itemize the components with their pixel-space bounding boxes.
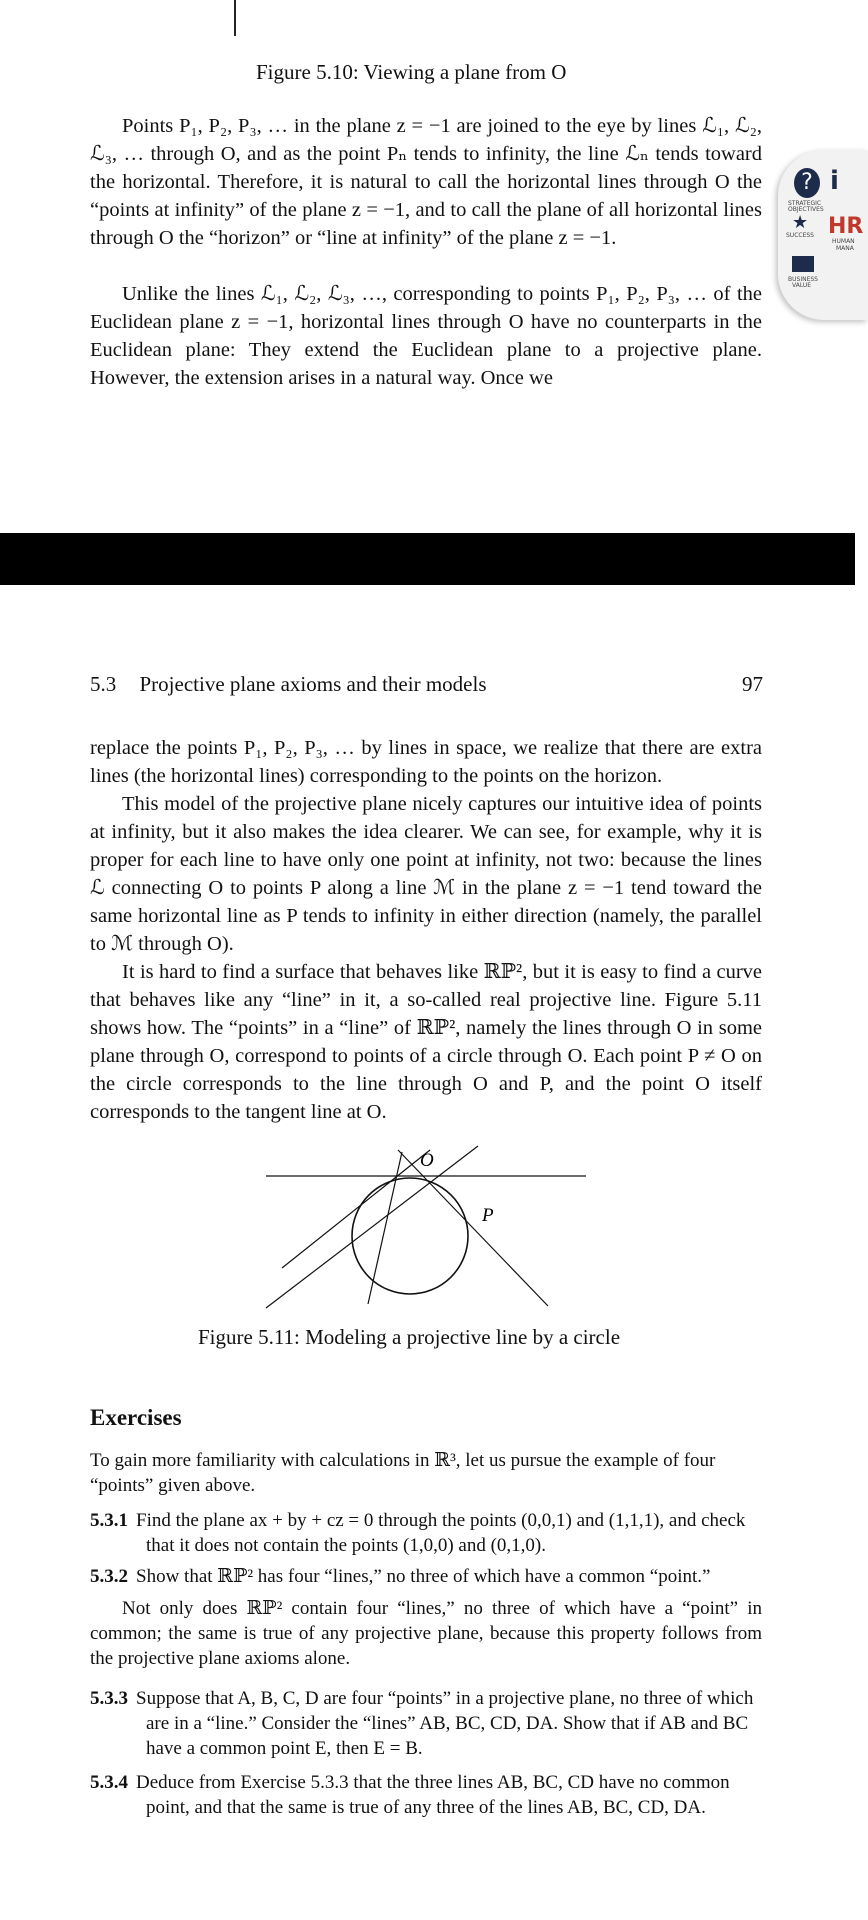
thumb-label: SUCCESS <box>786 232 814 239</box>
exercise-note <box>90 1596 762 1671</box>
label-p: P <box>482 1205 494 1226</box>
thumb-label: STRATEGIC <box>788 200 822 207</box>
bottom-paragraph-1: replace the points P₁, P₂, P₃, … by lines in space, we realize that there are extra lines (the horizontal lines) corresponding to the points on the horizon. <box>90 737 762 787</box>
thumb-label: OBJECTIVES <box>788 206 824 213</box>
thumb-label: VALUE <box>792 282 812 289</box>
top-paragraph-1: Points P₁, P₂, P₃, … in the plane z = −1 are joined to the eye by lines ℒ₁, ℒ₂, ℒ₃, … through O, and as the point Pₙ tends to infinity, the line ℒₙ tends toward the horizontal. Therefore, it is natural to call the horizontal lines through O the “points at infinity” of the plane z = −1, and to call the plane of all horizontal lines through O the “horizon” or “line at infinity” of the plane z = −1. <box>90 115 762 249</box>
running-header <box>90 672 487 697</box>
section-title: Projective plane axioms and their models <box>139 672 487 696</box>
exercise-item <box>90 1564 762 1589</box>
exercise-number: 5.3.2 <box>90 1566 128 1587</box>
exercise-text: Suppose that A, B, C, D are four “points” in a projective plane, no three of which are in a “line.” Consider the “lines” AB, BC, CD, DA. Show that if AB and BC have a common point E, then E = B. <box>136 1688 754 1759</box>
info-icon: i <box>830 166 839 196</box>
section-number: 5.3 <box>90 672 117 696</box>
line-steep <box>282 1150 430 1268</box>
thumb-label: BUSINESS <box>788 276 818 283</box>
exercise-number: 5.3.3 <box>90 1688 128 1709</box>
exercise-text: Find the plane ax + by + cz = 0 through the points (0,0,1) and (1,1,1), and check that it does not contain the points (1,0,0) and (0,1,0). <box>136 1510 746 1556</box>
sidebar-thumbnail[interactable] <box>778 150 868 320</box>
exercise-item <box>90 1686 762 1761</box>
star-icon: ★ <box>792 212 809 232</box>
exercises-intro: To gain more familiarity with calculations in ℝ³, let us pursue the example of four “points” given above. <box>90 1450 716 1496</box>
exercise-note-text: Not only does ℝℙ² contain four “lines,” no three of which have a “point” in common; the same is true of any projective plane, because this property follows from the projective plane axioms alone. <box>90 1598 762 1669</box>
line-left <box>368 1152 402 1304</box>
exercise-text: Deduce from Exercise 5.3.3 that the three lines AB, BC, CD have no common point, and that the same is true of any three of the lines AB, BC, CD, DA. <box>136 1772 730 1818</box>
chart-icon <box>792 256 814 272</box>
exercise-item <box>90 1770 762 1820</box>
bottom-paragraph-2: This model of the projective plane nicely captures our intuitive idea of points at infinity, but it also makes the idea clearer. We can see, for example, why it is proper for each line to have only one point at infinity, not two: because the lines ℒ connecting O to points P along a line ℳ in the plane z = −1 tend toward the same horizontal line as P tends to infinity in either direction (namely, the parallel to ℳ through O). <box>90 793 762 955</box>
label-o: O <box>420 1150 434 1171</box>
thumb-label: HUMAN <box>832 238 855 245</box>
exercise-number: 5.3.4 <box>90 1772 128 1793</box>
figure-5-10-caption: Figure 5.10: Viewing a plane from O <box>256 60 567 84</box>
exercises-heading: Exercises <box>90 1405 182 1430</box>
page-edge-mark <box>234 0 236 36</box>
line-through-p <box>398 1150 548 1306</box>
question-icon: ? <box>794 168 820 198</box>
top-page <box>0 0 864 533</box>
top-paragraph-2: Unlike the lines ℒ₁, ℒ₂, ℒ₃, …, corresponding to points P₁, P₂, P₃, … of the Euclidean plane z = −1, horizontal lines through O have no counterparts in the Euclidean plane: They extend the Euclidean plane to a projective plane. However, the extension arises in a natural way. Once we <box>90 283 762 389</box>
page-number: 97 <box>742 672 763 696</box>
exercise-text: Show that ℝℙ² has four “lines,” no three of which have a common “point.” <box>136 1566 711 1587</box>
bottom-paragraph-3: It is hard to find a surface that behaves like ℝℙ², but it is easy to find a curve that behaves like any “line” in it, a so-called real projective line. Figure 5.11 shows how. The “points” in a “line” of ℝℙ², namely the lines through O in some plane through O, correspond to points of a circle through O. Each point P ≠ O on the circle corresponds to the line through O and P, and the point O itself corresponds to the tangent line at O. <box>90 961 762 1123</box>
projective-circle <box>352 1178 468 1294</box>
thumb-hr: HR <box>828 214 864 239</box>
figure-5-11 <box>260 1140 600 1310</box>
page-separator <box>0 533 855 585</box>
exercise-number: 5.3.1 <box>90 1510 128 1531</box>
figure-5-11-caption: Figure 5.11: Modeling a projective line by a circle <box>198 1325 621 1349</box>
thumb-label: MANA <box>836 245 854 252</box>
exercise-item <box>90 1508 762 1558</box>
